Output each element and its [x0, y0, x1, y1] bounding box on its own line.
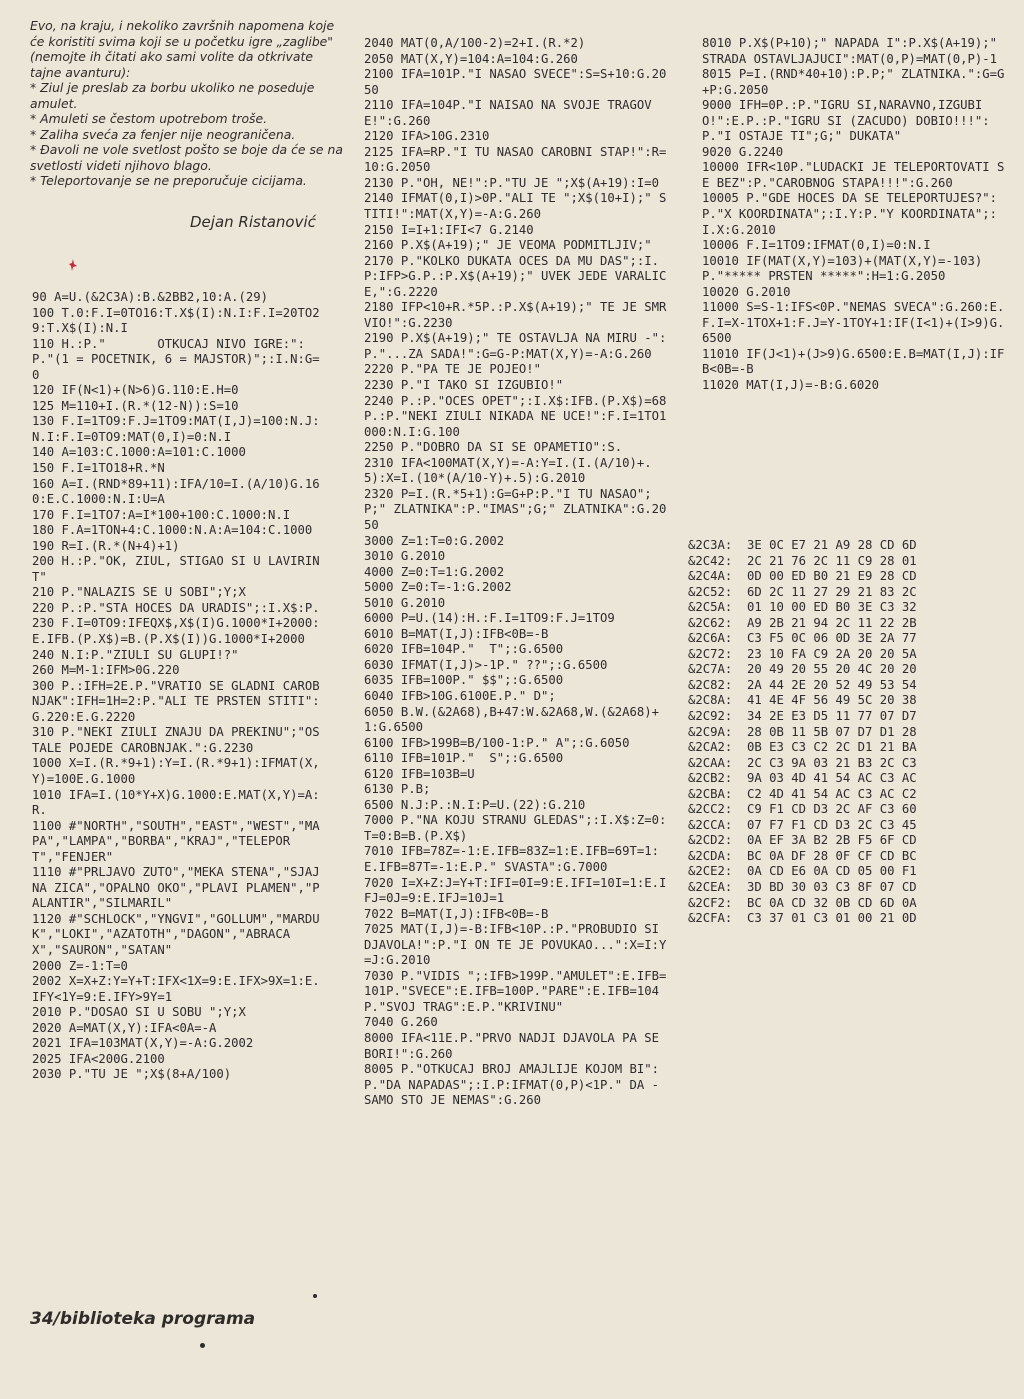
hex-bytes: 2C C3 9A 03 21 B3 2C C3	[747, 755, 917, 770]
program-line: 200 H.:P."OK, ZIUL, STIGAO SI U LAVIRINT"	[32, 554, 320, 584]
intro-note: * Teleportovanje se ne preporučuje cicijama.	[30, 173, 307, 188]
program-line: 11000 S=S-1:IFS<0P."NEMAS SVECA":G.260:E.F.I=X-1TOX+1:F.J=Y-1TOY+1:IF(I<1)+(I>9)G.6500	[702, 300, 1005, 346]
program-line: 6120 IFB=103B=U	[364, 766, 475, 781]
program-line: 130 F.I=1TO9:F.J=1TO9:MAT(I,J)=100:N.J:N.I:F.I=0TO9:MAT(0,I)=0:N.I	[32, 414, 320, 444]
hex-bytes: C3 37 01 C3 01 00 21 0D	[747, 911, 917, 926]
hex-bytes: 2C 21 76 2C 11 C9 28 01	[747, 553, 917, 568]
page-footer: 34/biblioteka programa	[30, 1309, 256, 1329]
hex-bytes: 0A CD E6 0A CD 05 00 F1	[747, 864, 917, 879]
hex-address: &2C9A:	[688, 724, 733, 739]
program-line: 2140 IFMAT(0,I)>0P."ALI TE ";X$(10+I);" STITI!":MAT(X,Y)=-A:G.260	[364, 191, 667, 222]
program-line: 6130 P.B;	[364, 782, 431, 797]
hex-row	[688, 880, 917, 896]
hex-row	[688, 538, 917, 554]
program-line: 125 M=110+I.(R.*(12-N)):S=10	[32, 398, 239, 413]
program-line: 10020 G.2010	[702, 284, 791, 299]
program-line: 240 N.I:P."ZIULI SU GLUPI!?"	[32, 647, 239, 662]
hex-row	[688, 585, 917, 601]
program-line: 9000 IFH=0P.:P."IGRU SI,NARAVNO,IZGUBIO!":E.P.:P."IGRU SI (ZACUDO) DOBIO!!!":P."I OSTAJE TI";G;" DUKATA"	[702, 98, 990, 144]
listing-column-2	[364, 36, 670, 1109]
hex-row	[688, 802, 917, 818]
hex-bytes: BC 0A DF 28 0F CF CD BC	[747, 848, 917, 863]
program-line: 2002 X=X+Z:Y=Y+T:IFX<1X=9:E.IFX>9X=1:E.IFY<1Y=9:E.IFY>9Y=1	[32, 974, 320, 1004]
program-line: 7040 G.260	[364, 1015, 438, 1030]
hex-address: &2C92:	[688, 709, 733, 724]
bullet-dot-icon	[313, 1294, 317, 1298]
program-line: 2040 MAT(0,A/100-2)=2+I.(R.*2)	[364, 36, 586, 50]
program-line: 2100 IFA=101P."I NASAO SVECE":S=S+10:G.2050	[364, 67, 667, 97]
program-line: 2190 P.X$(A+19);" TE OSTAVLJA NA MIRU -":P."...ZA SADA!":G=G-P:MAT(X,Y)=-A:G.260	[364, 331, 667, 361]
program-line: 2310 IFA<100MAT(X,Y)=-A:Y=I.(I.(A/10)+.5):X=I.(10*(A/10-Y)+.5):G.2010	[364, 455, 652, 486]
hex-bytes: 0B E3 C3 C2 2C D1 21 BA	[747, 740, 917, 755]
intro-note: * Amuleti se čestom upotrebom troše.	[30, 111, 268, 126]
program-line: 100 T.0:F.I=0TO16:T.X$(I):N.I:F.I=20TO29:T.X$(I):N.I	[32, 305, 320, 336]
program-line: 90 A=U.(&2C3A):B.&2BB2,10:A.(29)	[32, 290, 269, 304]
intro-paragraph: Evo, na kraju, i nekoliko završnih napomena koje će koristiti svima koji se u početku igre „zaglibe" (nemojte ih čitati ako sami volite da otkrivate tajne avanturu):	[30, 18, 335, 80]
hex-row	[688, 787, 917, 803]
program-line: 300 P.:IFH=2E.P."VRATIO SE GLADNI CAROBNJAK":IFH=1H=2:P."ALI TE PRSTEN STITI":G.220:E.G.2220	[32, 678, 320, 724]
program-line: 5010 G.2010	[364, 595, 446, 610]
program-line: 7000 P."NA KOJU STRANU GLEDAS";:I.X$:Z=0:T=0:B=B.(P.X$)	[364, 813, 667, 843]
program-line: 8005 P."OTKUCAJ BROJ AMAJLIJE KOJOM BI":P."DA NAPADAS";:I.P:IFMAT(0,P)<1P." DA - SAMO STO JE NEMAS":G.260	[364, 1062, 667, 1108]
hex-bytes: 41 4E 4F 56 49 5C 20 38	[747, 693, 917, 708]
hex-address: &2C3A:	[688, 538, 733, 552]
program-line: 7010 IFB=78Z=-1:E.IFB=83Z=1:E.IFB=69T=1:E.IFB=87T=-1:E.P." SVASTA":G.7000	[364, 844, 660, 874]
hex-address: &2CE2:	[688, 864, 733, 879]
program-line: 1110 #"PRLJAVO ZUTO","MEKA STENA","SJAJNA ZICA","OPALNO OKO","PLAVI PLAMEN","PALANTIR","SILMARIL"	[32, 865, 320, 911]
program-line: 110 H.:P." OTKUCAJ NIVO IGRE:":P."(1 = POCETNIK, 6 = MAJSTOR)";:I.N:G=0	[32, 336, 320, 382]
hex-address: &2CFA:	[688, 911, 733, 926]
program-line: 6035 IFB=100P." $$";:G.6500	[364, 673, 564, 688]
program-line: 2220 P."PA TE JE POJEO!"	[364, 362, 542, 377]
hex-bytes: 0A EF 3A B2 2B F5 6F CD	[747, 833, 917, 848]
program-line: 7030 P."VIDIS ";:IFB>199P."AMULET":E.IFB=101P."SVECE":E.IFB=100P."PARE":E.IFB=104P."SVOJ TRAG":E.P."KRIVINU"	[364, 968, 667, 1014]
program-line: 2030 P."TU JE ";X$(8+A/100)	[32, 1067, 232, 1082]
program-line: 10006 F.I=1TO9:IFMAT(0,I)=0:N.I	[702, 238, 931, 253]
hex-address: &2C72:	[688, 646, 733, 661]
program-line: 1000 X=I.(R.*9+1):Y=I.(R.*9+1):IFMAT(X,Y)=100E.G.1000	[32, 756, 320, 786]
hex-row	[688, 554, 917, 570]
program-line: 2110 IFA=104P."I NAISAO NA SVOJE TRAGOVE!":G.260	[364, 98, 652, 128]
program-line: 5000 Z=0:T=-1:G.2002	[364, 580, 512, 595]
program-line: 6040 IFB>10G.6100E.P." D";	[364, 688, 556, 703]
program-line: 210 P."NALAZIS SE U SOBI";Y;X	[32, 585, 246, 600]
program-line: 8010 P.X$(P+10);" NAPADA I":P.X$(A+19);" STRADA OSTAVLJAJUCI":MAT(0,P)=MAT(0,P)-1	[702, 36, 1005, 66]
intro-notes	[30, 18, 345, 189]
hex-address: &2C5A:	[688, 600, 733, 615]
hex-address: &2C6A:	[688, 631, 733, 646]
hex-row	[688, 756, 917, 772]
program-line: 220 P.:P."STA HOCES DA URADIS";:I.X$:P.	[32, 600, 320, 615]
program-line: 120 IF(N<1)+(N>6)G.110:E.H=0	[32, 383, 239, 398]
author-signature: Dejan Ristanović	[190, 213, 316, 231]
program-line: 8000 IFA<11E.P."PRVO NADJI DJAVOLA PA SE BORI!":G.260	[364, 1031, 667, 1061]
hex-bytes: 23 10 FA C9 2A 20 20 5A	[747, 646, 917, 661]
hex-address: &2CC2:	[688, 802, 733, 817]
hex-row	[688, 616, 917, 632]
program-line: 1120 #"SCHLOCK","YNGVI","GOLLUM","MARDUK","LOKI","AZATOTH","DAGON","ABRACAX","SAURON","SATAN"	[32, 911, 320, 957]
hex-address: &2C42:	[688, 553, 733, 568]
hex-address: &2C4A:	[688, 569, 733, 584]
program-line: 2320 P=I.(R.*5+1):G=G+P:P."I TU NASAO";P;" ZLATNIKA":P."IMAS";G;" ZLATNIKA":G.2050	[364, 486, 667, 532]
hex-row	[688, 911, 917, 927]
hex-address: &2CA2:	[688, 740, 733, 755]
hex-address: &2C7A:	[688, 662, 733, 677]
program-line: 8015 P=I.(RND*40+10):P.P;" ZLATNIKA.":G=G+P:G.2050	[702, 67, 1005, 97]
program-line: 2025 IFA<200G.2100	[32, 1051, 165, 1066]
program-line: 6050 B.W.(&2A68),B+47:W.&2A68,W.(&2A68)+1:G.6500	[364, 704, 660, 735]
hex-row	[688, 709, 917, 725]
hex-address: &2CF2:	[688, 895, 733, 910]
program-line: 190 R=I.(R.*(N+4)+1)	[32, 538, 180, 553]
hex-bytes: A9 2B 21 94 2C 11 22 2B	[747, 615, 917, 630]
hex-bytes: 6D 2C 11 27 29 21 83 2C	[747, 584, 917, 599]
hex-bytes: C2 4D 41 54 AC C3 AC C2	[747, 786, 917, 801]
hex-row	[688, 896, 917, 912]
bullet-dot-icon	[200, 1343, 205, 1348]
program-line: 7020 I=X+Z:J=Y+T:IFI=0I=9:E.IFI=10I=1:E.IFJ=0J=9:E.IFJ=10J=1	[364, 875, 667, 906]
hex-row	[688, 647, 917, 663]
program-line: 7025 MAT(I,J)=-B:IFB<10P.:P."PROBUDIO SI DJAVOLA!":P."I ON TE JE POVUKAO...":X=I:Y=J:G.2010	[364, 922, 667, 968]
program-line: 2021 IFA=103MAT(X,Y)=-A:G.2002	[32, 1036, 254, 1051]
hex-bytes: 28 0B 11 5B 07 D7 D1 28	[747, 724, 917, 739]
hex-address: &2C8A:	[688, 693, 733, 708]
program-line: 2230 P."I TAKO SI IZGUBIO!"	[364, 378, 564, 393]
program-line: 10010 IF(MAT(X,Y)=103)+(MAT(X,Y)=-103)P."***** PRSTEN *****":H=1:G.2050	[702, 253, 983, 284]
program-line: 230 F.I=0TO9:IFEQX$,X$(I)G.1000*I+2000:E.IFB.(P.X$)=B.(P.X$(I))G.1000*I+2000	[32, 616, 320, 647]
program-line: 2250 P."DOBRO DA SI SE OPAMETIO":S.	[364, 440, 623, 455]
hex-address: &2CDA:	[688, 848, 733, 863]
hex-bytes: 0D 00 ED B0 21 E9 28 CD	[747, 569, 917, 584]
hex-address: &2CAA:	[688, 755, 733, 770]
program-line: 2050 MAT(X,Y)=104:A=104:G.260	[364, 51, 578, 66]
program-line: 1010 IFA=I.(10*Y+X)G.1000:E.MAT(X,Y)=A:R.	[32, 787, 320, 818]
hex-dump-table	[688, 538, 917, 927]
program-line: 6100 IFB>199B=B/100-1:P." A";:G.6050	[364, 735, 630, 750]
program-line: 180 F.A=1TON+4:C.1000:N.A:A=104:C.1000	[32, 523, 313, 538]
hex-row	[688, 740, 917, 756]
listing-column-1	[32, 290, 324, 1083]
program-line: 2020 A=MAT(X,Y):IFA<0A=-A	[32, 1020, 217, 1035]
hex-row	[688, 771, 917, 787]
intro-note: * Đavoli ne vole svetlost pošto se boje da će se na svetlosti videti njihovo blago.	[30, 142, 343, 173]
hex-address: &2C52:	[688, 584, 733, 599]
program-line: 10000 IFR<10P."LUDACKI JE TELEPORTOVATI SE BEZ":P."CAROBNOG STAPA!!!":G.260	[702, 160, 1005, 190]
program-line: 4000 Z=0:T=1:G.2002	[364, 564, 505, 579]
hex-row	[688, 818, 917, 834]
program-line: 6010 B=MAT(I,J):IFB<0B=-B	[364, 626, 549, 641]
program-line: 11010 IF(J<1)+(J>9)G.6500:E.B=MAT(I,J):IFB<0B=-B	[702, 346, 1005, 377]
red-ink-mark-icon	[68, 258, 78, 272]
hex-address: &2C62:	[688, 615, 733, 630]
hex-bytes: 3D BD 30 03 C3 8F 07 CD	[747, 880, 917, 895]
program-line: 6110 IFB=101P." S";:G.6500	[364, 751, 564, 766]
program-line: 260 M=M-1:IFM>0G.220	[32, 663, 180, 678]
hex-row	[688, 849, 917, 865]
hex-address: &2C82:	[688, 677, 733, 692]
program-line: 6020 IFB=104P." T";:G.6500	[364, 642, 564, 657]
program-line: 3010 G.2010	[364, 549, 446, 564]
hex-bytes: 07 F7 F1 CD D3 2C C3 45	[747, 817, 917, 832]
program-line: 160 A=I.(RND*89+11):IFA/10=I.(A/10)G.160:E.C.1000:N.I:U=A	[32, 476, 320, 507]
intro-note: * Ziul je preslab za borbu ukoliko ne poseduje amulet.	[30, 80, 315, 111]
hex-bytes: 2A 44 2E 20 52 49 53 54	[747, 677, 917, 692]
intro-note: * Zaliha sveća za fenjer nije neograničena.	[30, 126, 296, 142]
program-line: 2125 IFA=RP."I TU NASAO CAROBNI STAP!":R=10:G.2050	[364, 144, 667, 175]
hex-bytes: 9A 03 4D 41 54 AC C3 AC	[747, 771, 917, 786]
hex-bytes: C9 F1 CD D3 2C AF C3 60	[747, 802, 917, 817]
hex-row	[688, 631, 917, 647]
program-line: 6030 IFMAT(I,J)>-1P." ??";:G.6500	[364, 657, 608, 672]
program-line: 2240 P.:P."OCES OPET";:I.X$:IFB.(P.X$)=68P.:P."NEKI ZIULI NIKADA NE UCE!":F.I=1TO1000:N.I:G.100	[364, 393, 667, 439]
program-line: 2150 I=I+1:IFI<7 G.2140	[364, 222, 534, 237]
hex-row	[688, 600, 917, 616]
hex-address: &2CEA:	[688, 880, 733, 895]
program-line: 3000 Z=1:T=0:G.2002	[364, 533, 505, 548]
program-line: 2010 P."DOSAO SI U SOBU ";Y;X	[32, 1005, 246, 1020]
program-line: 170 F.I=1TO7:A=I*100+100:C.1000:N.I	[32, 507, 291, 522]
program-line: 2120 IFA>10G.2310	[364, 129, 490, 144]
hex-row	[688, 864, 917, 880]
listing-column-3	[702, 36, 1008, 394]
hex-address: &2CCA:	[688, 817, 733, 832]
program-line: 310 P."NEKI ZIULI ZNAJU DA PREKINU";"OSTALE POJEDE CAROBNJAK.":G.2230	[32, 725, 320, 755]
program-line: 11020 MAT(I,J)=-B:G.6020	[702, 378, 880, 393]
program-line: 2160 P.X$(A+19);" JE VEOMA PODMITLJIV;"	[364, 238, 652, 253]
hex-row	[688, 662, 917, 678]
hex-row	[688, 725, 917, 741]
program-line: 150 F.I=1TO18+R.*N	[32, 461, 165, 476]
program-line: 2000 Z=-1:T=0	[32, 958, 128, 973]
program-line: 9020 G.2240	[702, 144, 784, 159]
program-line: 2170 P."KOLKO DUKATA OCES DA MU DAS";:I.P:IFP>G.P.:P.X$(A+19);" UVEK JEDE VARALICE,":G.2220	[364, 253, 667, 299]
hex-row	[688, 833, 917, 849]
program-line: 2130 P."OH, NE!":P."TU JE ";X$(A+19):I=0	[364, 175, 660, 190]
program-line: 6000 P=U.(14):H.:F.I=1TO9:F.J=1TO9	[364, 611, 615, 626]
program-line: 6500 N.J:P.:N.I:P=U.(22):G.210	[364, 797, 586, 812]
hex-bytes: 20 49 20 55 20 4C 20 20	[747, 662, 917, 677]
hex-row	[688, 678, 917, 694]
program-line: 1100 #"NORTH","SOUTH","EAST","WEST","MAPA","LAMPA","BORBA","KRAJ","TELEPORT","FENJER"	[32, 818, 320, 864]
hex-bytes: C3 F5 0C 06 0D 3E 2A 77	[747, 631, 917, 646]
hex-row	[688, 569, 917, 585]
program-line: 10005 P."GDE HOCES DA SE TELEPORTUJES?":P."X KOORDINATA";:I.Y:P."Y KOORDINATA";:I.X:G.2010	[702, 191, 998, 237]
hex-bytes: 3E 0C E7 21 A9 28 CD 6D	[747, 538, 917, 552]
hex-row	[688, 693, 917, 709]
hex-bytes: 01 10 00 ED B0 3E C3 32	[747, 600, 917, 615]
program-line: 7022 B=MAT(I,J):IFB<0B=-B	[364, 906, 549, 921]
hex-address: &2CB2:	[688, 771, 733, 786]
hex-bytes: 34 2E E3 D5 11 77 07 D7	[747, 709, 917, 724]
hex-address: &2CBA:	[688, 786, 733, 801]
program-line: 140 A=103:C.1000:A=101:C.1000	[32, 445, 246, 460]
program-line: 2180 IFP<10+R.*5P.:P.X$(A+19);" TE JE SMRVIO!":G.2230	[364, 300, 667, 330]
hex-bytes: BC 0A CD 32 0B CD 6D 0A	[747, 895, 917, 910]
hex-address: &2CD2:	[688, 833, 733, 848]
